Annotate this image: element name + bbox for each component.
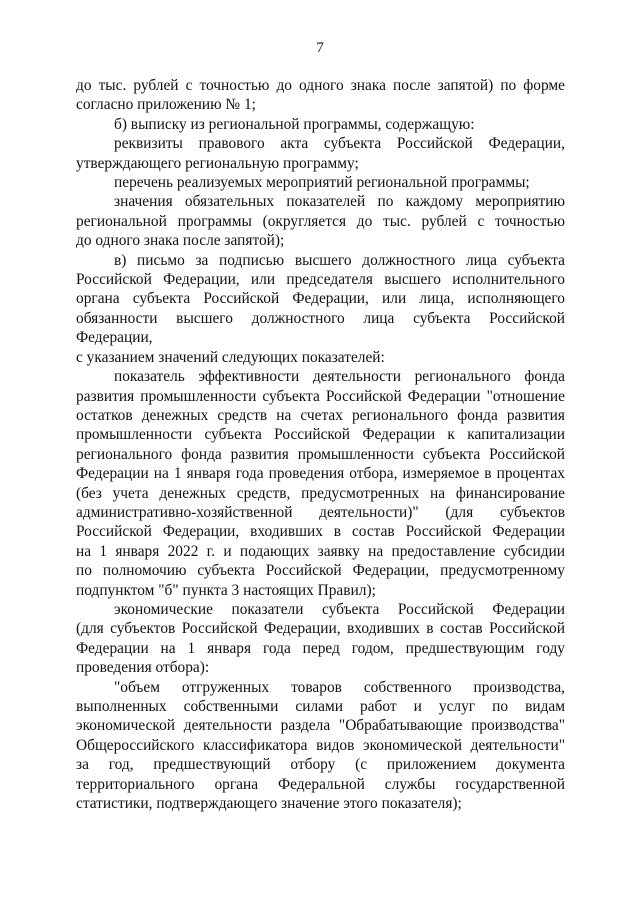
paragraph-line: показатель эффективности деятельности регионального фонда bbox=[114, 368, 565, 386]
paragraph-line: органа субъекта Российской Федерации, или лица, исполняющего bbox=[76, 290, 565, 308]
paragraph-line: по полномочию субъекта Российской Федерации, предусмотренному bbox=[76, 562, 565, 580]
paragraph-line: согласно приложению № 1; bbox=[76, 96, 256, 114]
paragraph-line: утверждающего региональную программу; bbox=[76, 154, 359, 172]
paragraph-line: региональной программы (округляется до тыс. рублей с точностью bbox=[76, 212, 565, 230]
paragraph-line: Федерации на 1 января года перед годом, предшествующим году bbox=[76, 639, 565, 657]
paragraph-line: б) выписку из региональной программы, содержащую: bbox=[114, 115, 475, 133]
paragraph-line: подпунктом "б" пункта 3 настоящих Правил); bbox=[76, 581, 376, 599]
paragraph-line: реквизиты правового акта субъекта Российской Федерации, bbox=[114, 135, 565, 153]
paragraph-line: на 1 января 2022 г. и подающих заявку на предоставление субсидии bbox=[76, 542, 565, 560]
paragraph-line: проведения отбора): bbox=[76, 659, 210, 677]
body-text bbox=[76, 76, 565, 813]
paragraph-line: Федерации на 1 января года проведения отбора, измеряемое в процентах bbox=[76, 465, 565, 483]
paragraph-line: за год, предшествующий отбору (с приложением документа bbox=[76, 756, 565, 774]
paragraph-line: статистики, подтверждающего значение этого показателя); bbox=[76, 795, 462, 813]
paragraph-line: "объем отгруженных товаров собственного производства, bbox=[114, 678, 565, 696]
paragraph-line: развития промышленности субъекта Российской Федерации "отношение bbox=[76, 387, 565, 405]
paragraph-line: (без учета денежных средств, предусмотренных на финансирование bbox=[76, 484, 565, 502]
paragraph-line: административно-хозяйственной деятельности)" (для субъектов bbox=[76, 503, 565, 521]
paragraph-line: Общероссийского классификатора видов экономической деятельности" bbox=[76, 736, 565, 754]
page-number: 7 bbox=[316, 40, 324, 56]
paragraph-line: Российской Федерации, или председателя высшего исполнительного bbox=[76, 271, 565, 289]
paragraph-line: с указанием значений следующих показателей: bbox=[76, 348, 385, 366]
paragraph-line: территориального органа Федеральной службы государственной bbox=[76, 775, 565, 793]
paragraph-line: остатков денежных средств на счетах регионального фонда развития bbox=[76, 406, 565, 424]
paragraph-line: Российской Федерации, входивших в состав Российской Федерации bbox=[76, 523, 565, 541]
paragraph-line: перечень реализуемых мероприятий региональной программы; bbox=[114, 174, 530, 192]
paragraph-line: до тыс. рублей с точностью до одного знака после запятой) по форме bbox=[76, 77, 565, 94]
paragraph-line: выполненных собственными силами работ и услуг по видам bbox=[76, 698, 565, 715]
paragraph-line: (для субъектов Российской Федерации, входивших в состав Российской bbox=[76, 620, 565, 638]
paragraph-line: обязанности высшего должностного лица субъекта Российской Федерации, bbox=[76, 309, 565, 347]
paragraph-line: промышленности субъекта Российской Федерации к капитализации bbox=[76, 426, 565, 444]
paragraph-line: регионального фонда развития промышленности субъекта Российской bbox=[76, 445, 565, 463]
paragraph-line: экономической деятельности раздела "Обрабатывающие производства" bbox=[76, 717, 565, 735]
paragraph-line: в) письмо за подписью высшего должностного лица субъекта bbox=[114, 251, 565, 269]
paragraph-line: экономические показатели субъекта Российской Федерации bbox=[114, 600, 565, 618]
paragraph-line: до одного знака после запятой); bbox=[76, 232, 285, 250]
paragraph-line: значения обязательных показателей по каждому мероприятию bbox=[114, 193, 565, 211]
